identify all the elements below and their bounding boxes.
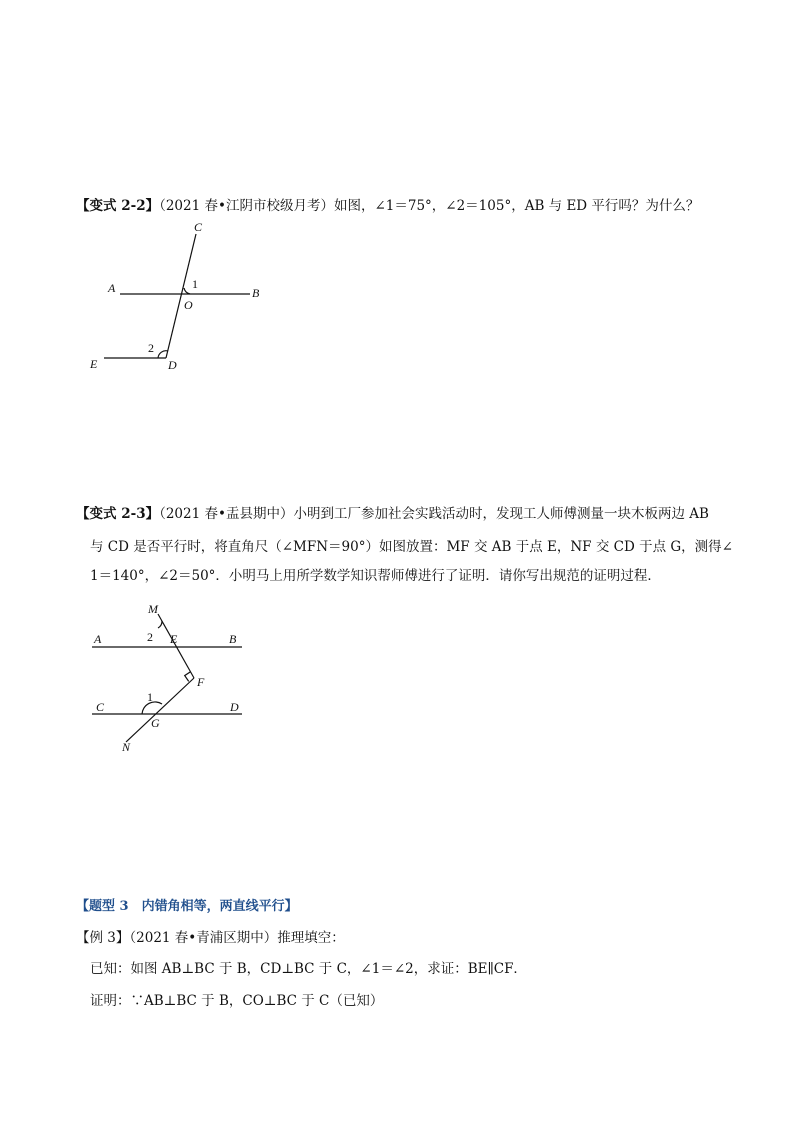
problem-2-3-line-3: 1＝140°，∠2＝50°．小明马上用所学数学知识帮师傅进行了证明．请你写出规范的证明过程． bbox=[90, 568, 661, 584]
label-g: G bbox=[151, 716, 160, 730]
label-a: A bbox=[94, 632, 102, 646]
problem-2-2-tag: 【变式 2-2】 bbox=[76, 198, 160, 214]
label-c: C bbox=[96, 700, 105, 714]
label-d: D bbox=[168, 358, 177, 372]
line-cd bbox=[166, 234, 196, 358]
label-b: B bbox=[252, 286, 260, 300]
line-fn bbox=[126, 678, 194, 742]
angle-2-arc bbox=[158, 621, 162, 628]
label-1: 1 bbox=[192, 277, 198, 291]
right-angle-mark bbox=[185, 672, 191, 682]
label-e: E bbox=[170, 632, 178, 646]
problem-2-3-text-1: （2021 春•盂县期中）小明到工厂参加社会实践活动时，发现工人师傅测量一块木板两边 AB bbox=[159, 506, 709, 522]
label-b: B bbox=[229, 632, 237, 646]
label-o: O bbox=[184, 298, 193, 312]
label-a: A bbox=[108, 281, 116, 295]
label-c: C bbox=[194, 220, 203, 234]
angle-1-arc bbox=[184, 288, 190, 294]
figure-2-3 bbox=[86, 598, 256, 758]
example-3-text: （2021 春•青浦区期中）推理填空： bbox=[129, 930, 345, 946]
label-e: E bbox=[90, 357, 98, 371]
label-1: 1 bbox=[147, 690, 153, 704]
problem-2-2-text: （2021 春•江阴市校级月考）如图，∠1＝75°，∠2＝105°，AB 与 ED 平行吗？为什么？ bbox=[159, 198, 700, 214]
label-d: D bbox=[230, 700, 239, 714]
label-f: F bbox=[197, 675, 205, 689]
problem-2-2-statement bbox=[76, 196, 699, 216]
section-3-heading: 【题型 3 内错角相等，两直线平行】 bbox=[76, 899, 298, 914]
label-2: 2 bbox=[148, 341, 154, 355]
label-n: N bbox=[122, 740, 131, 754]
example-3-tag: 【例 3】 bbox=[76, 930, 130, 946]
problem-2-3-line-2: 与 CD 是否平行时，将直角尺（∠MFN＝90°）如图放置：MF 交 AB 于点 E，NF 交 CD 于点 G，测得∠ bbox=[90, 539, 733, 555]
example-3-statement bbox=[76, 928, 345, 948]
example-3-proof: 证明：∵AB⊥BC 于 B，CO⊥BC 于 C（已知） bbox=[90, 993, 384, 1009]
label-m: M bbox=[148, 602, 158, 616]
figure-2-2 bbox=[80, 218, 280, 378]
problem-2-3-line-1 bbox=[76, 504, 709, 524]
example-3-given: 已知：如图 AB⊥BC 于 B，CD⊥BC 于 C，∠1＝∠2，求证：BE∥CF． bbox=[90, 961, 527, 977]
label-2: 2 bbox=[147, 630, 153, 644]
line-mf bbox=[158, 614, 194, 678]
problem-2-3-tag: 【变式 2-3】 bbox=[76, 506, 160, 522]
